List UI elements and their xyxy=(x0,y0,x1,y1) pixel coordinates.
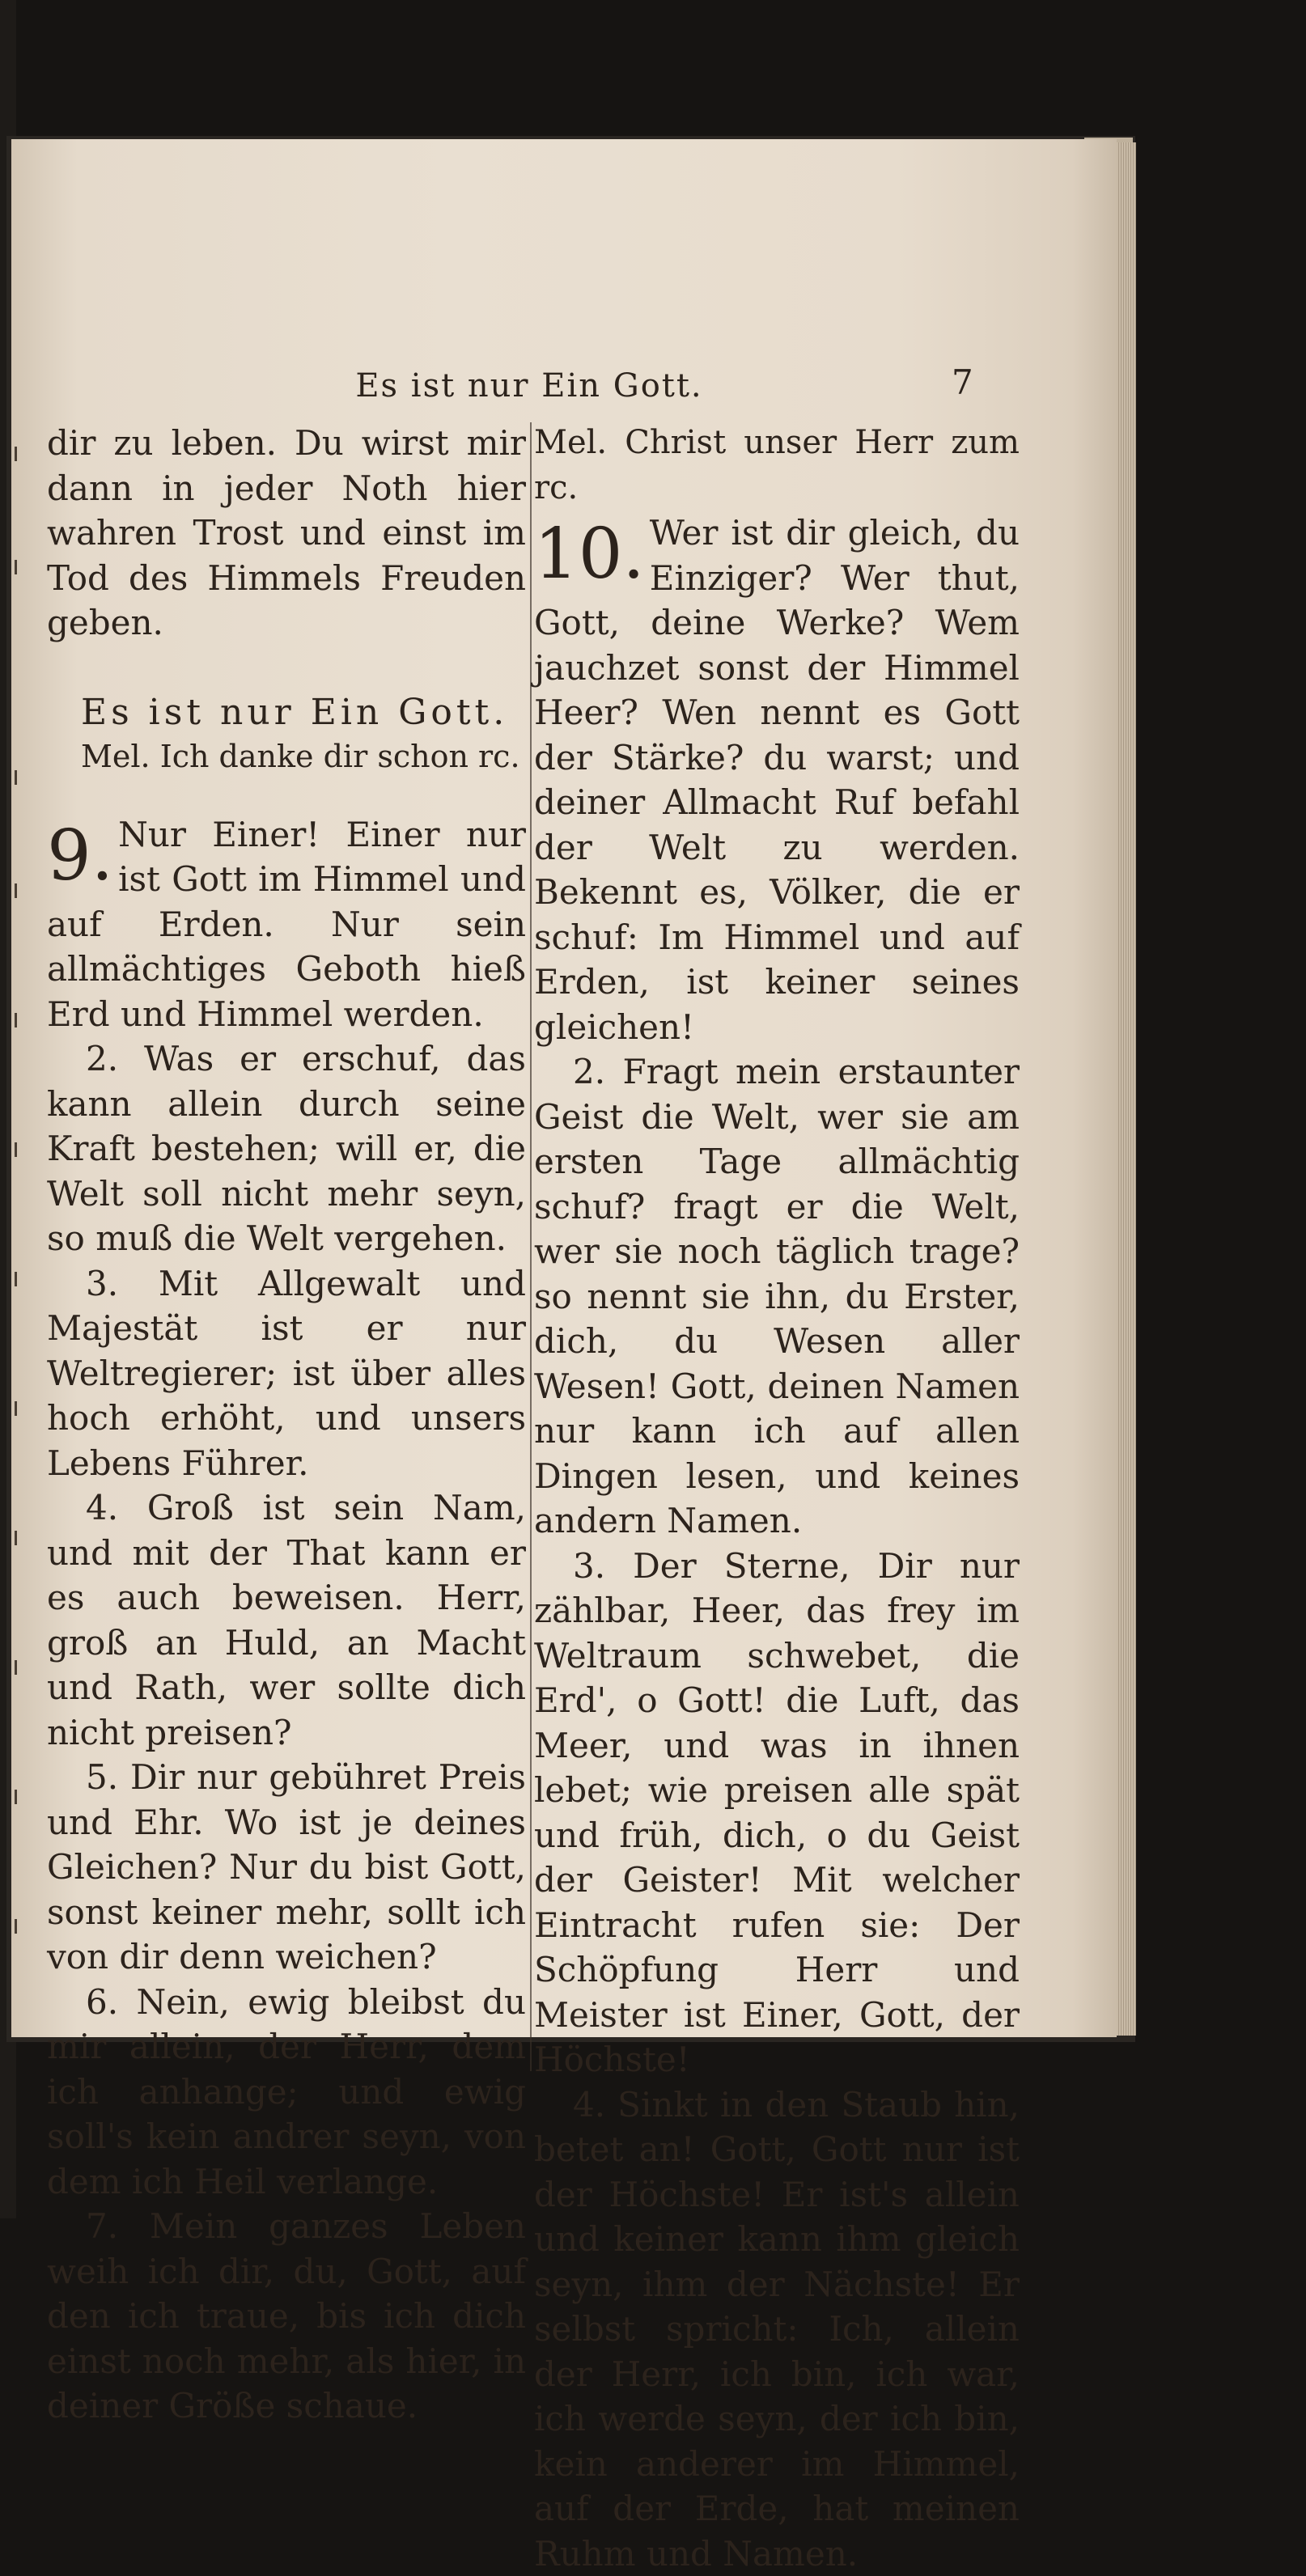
page-number: 7 xyxy=(952,362,973,402)
verse-6: 6. Nein, ewig bleibst du mir allein, der Herr, dem ich anhange; und ewig soll's kein andrer seyn, von dem ich Heil verlange. xyxy=(47,1980,526,2205)
verse-7: 7. Mein ganzes Leben weih ich dir, du, Gott, auf den ich traue, bis ich dich einst noch mehr, als hier, in deiner Größe schaue. xyxy=(47,2204,526,2429)
margin-mark xyxy=(15,1142,17,1157)
margin-mark xyxy=(15,560,17,574)
hymn-9 xyxy=(47,812,526,1037)
column-divider xyxy=(530,422,532,2071)
verse-4: 4. Groß ist sein Nam, und mit der That kann er es auch beweisen. Herr, groß an Huld, an Macht und Rath, wer sollte dich nicht preisen? xyxy=(47,1485,526,1755)
right-column xyxy=(534,421,1020,2576)
margin-mark xyxy=(15,770,17,785)
verse-3: 3. Der Sterne, Dir nur zählbar, Heer, das frey im Weltraum schwebet, die Erd', o Gott! die Luft, das Meer, und was in ihnen lebet; wie preisen alle spät und früh, dich, o du Geist der Geister! Mit welcher Eintracht rufen sie: Der Schöpfung Herr und Meister ist Einer, Gott, der Höchste! xyxy=(534,1544,1020,2082)
verse-3: 3. Mit Allgewalt und Majestät ist er nur Weltregierer; ist über alles hoch erhöht, und unsers Lebens Führer. xyxy=(47,1261,526,1486)
melody-line: Mel. Christ unser Herr zum rc. xyxy=(534,421,1020,511)
verse-1: Wer ist dir gleich, du Einziger? Wer thut, Gott, deine Werke? Wem jauchzet sonst der Himmel Heer? Wen nennt es Gott der Stärke? du warst; und deiner Allmacht Ruf befahl der Welt zu werden. Bekennt es, Völker, die er schuf: Im Himmel und auf Erden, ist keiner seines gleichen! xyxy=(534,513,1020,1047)
page-edges xyxy=(1117,142,1136,2036)
margin-mark xyxy=(15,1919,17,1934)
margin-mark xyxy=(15,1531,17,1545)
margin-marks xyxy=(11,430,28,2049)
margin-mark xyxy=(15,447,17,461)
margin-mark xyxy=(15,1013,17,1027)
continuation-text: dir zu leben. Du wirst mir dann in jeder Noth hier wahren Trost und einst im Tod des Himmels Freuden geben. xyxy=(47,421,526,646)
verse-5: 5. Dir nur gebühret Preis und Ehr. Wo ist je deines Gleichen? Nur du bist Gott, sonst keiner mehr, sollt ich von dir denn weichen? xyxy=(47,1755,526,1980)
margin-mark xyxy=(15,1272,17,1286)
page-header xyxy=(11,367,1117,416)
hymn-10 xyxy=(534,511,1020,1049)
margin-mark xyxy=(15,1790,17,1804)
melody-line: Mel. Ich danke dir schon rc. xyxy=(47,735,526,780)
left-column xyxy=(47,421,526,2429)
margin-mark xyxy=(15,883,17,898)
running-title: Es ist nur Ein Gott. xyxy=(351,367,707,405)
verse-2: 2. Fragt mein erstaunter Geist die Welt, wer sie am ersten Tage allmächtig schuf? fragt er die Welt, wer sie noch täglich trage? so nennt sie ihn, du Erster, dich, du Wesen aller Wesen! Gott, deinen Namen nur kann ich auf allen Dingen lesen, und keines andern Namen. xyxy=(534,1049,1020,1544)
verse-4: 4. Sinkt in den Staub hin, betet an! Gott, Gott nur ist der Höchste! Er ist's allein und keiner kann ihm gleich seyn, ihm der Nächste! Er selbst spricht: Ich, allein der Herr, ich bin, ich war, ich werde seyn, der ich bin, kein anderer im Himmel, auf der Erde, hat meinen Ruhm und Namen. xyxy=(534,2082,1020,2576)
book-page xyxy=(11,139,1117,2037)
hymn-number: 9. xyxy=(47,817,113,895)
song-title: Es ist nur Ein Gott. xyxy=(47,690,526,735)
margin-mark xyxy=(15,1660,17,1675)
hymn-number: 10. xyxy=(534,515,645,593)
margin-mark xyxy=(15,1401,17,1416)
verse-1: Nur Einer! Einer nur ist Gott im Himmel und auf Erden. Nur sein allmächtiges Geboth hieß Erd und Himmel werden. xyxy=(47,815,526,1034)
verse-2: 2. Was er erschuf, das kann allein durch seine Kraft bestehen; will er, die Welt soll nicht mehr seyn, so muß die Welt vergehen. xyxy=(47,1036,526,1261)
